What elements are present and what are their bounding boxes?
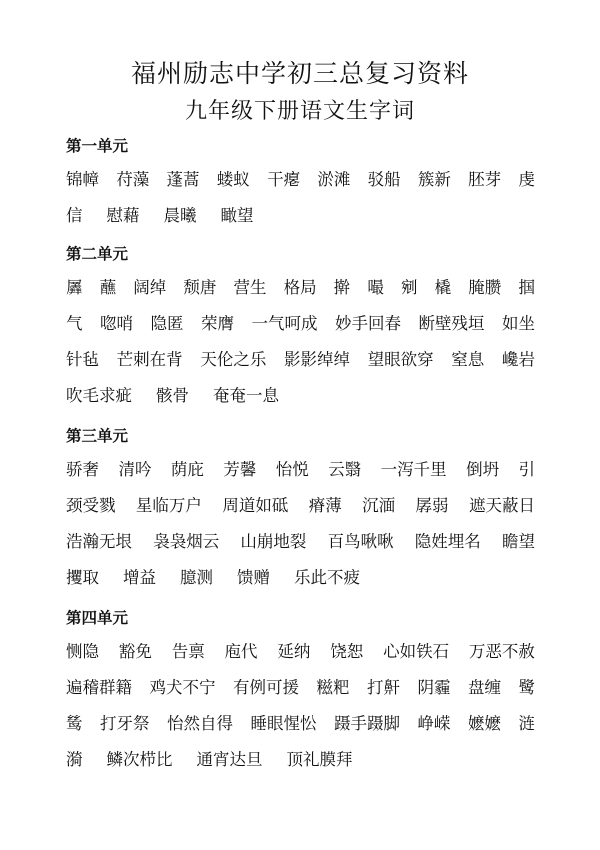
word: 漪 bbox=[66, 750, 83, 769]
word: 蘸 bbox=[99, 278, 117, 297]
word: 骄奢 bbox=[66, 460, 99, 479]
word: 虔 bbox=[518, 170, 535, 189]
word: 周道如砥 bbox=[222, 496, 289, 515]
word: 蓬蒿 bbox=[166, 170, 200, 189]
word: 怡然自得 bbox=[167, 714, 233, 733]
word: 孱弱 bbox=[415, 496, 449, 515]
word: 峥嵘 bbox=[417, 714, 451, 733]
word: 引 bbox=[518, 460, 535, 479]
word: 袅袅烟云 bbox=[153, 532, 220, 551]
word: 剜 bbox=[401, 278, 418, 297]
page-subtitle: 九年级下册语文生字词 bbox=[184, 99, 415, 124]
word: 攫取 bbox=[66, 568, 99, 587]
word: 阔绰 bbox=[133, 278, 167, 297]
word: 鸡犬不宁 bbox=[149, 678, 216, 697]
word: 营生 bbox=[233, 278, 267, 297]
word: 盘缠 bbox=[468, 678, 501, 697]
word-line bbox=[66, 278, 535, 314]
word: 浩瀚无垠 bbox=[66, 532, 132, 551]
word: 颈受戮 bbox=[66, 496, 116, 515]
word: 睡眼惺忪 bbox=[250, 714, 317, 733]
word: 掴 bbox=[518, 278, 535, 297]
word: 断壁残垣 bbox=[418, 314, 485, 333]
word: 臆测 bbox=[180, 568, 213, 587]
word: 阴霾 bbox=[417, 678, 451, 697]
word: 乐此不疲 bbox=[294, 568, 360, 587]
word-line bbox=[66, 568, 535, 604]
word: 驳船 bbox=[367, 170, 401, 189]
word: 糍粑 bbox=[316, 678, 350, 697]
word: 如坐 bbox=[502, 314, 535, 333]
word: 增益 bbox=[123, 568, 156, 587]
word: 腌臜 bbox=[468, 278, 502, 297]
word: 涟 bbox=[518, 714, 535, 733]
word: 橇 bbox=[434, 278, 452, 297]
unit-section-1 bbox=[66, 134, 546, 242]
word: 瞰望 bbox=[220, 206, 254, 225]
page-title: 福州励志中学初三总复习资料 bbox=[130, 59, 469, 88]
word: 延纳 bbox=[277, 642, 311, 661]
word: 晨曦 bbox=[163, 206, 197, 225]
word: 打鼾 bbox=[367, 678, 400, 697]
word-line bbox=[66, 350, 535, 386]
word: 望眼欲穿 bbox=[367, 350, 434, 369]
word: 瞻望 bbox=[501, 532, 535, 551]
word: 锦幛 bbox=[66, 170, 99, 189]
word: 有例可援 bbox=[233, 678, 299, 697]
word: 馈赠 bbox=[237, 568, 270, 587]
word-line bbox=[66, 314, 535, 350]
word: 瘠薄 bbox=[308, 496, 342, 515]
word: 慰藉 bbox=[106, 206, 140, 225]
word: 荫庇 bbox=[170, 460, 204, 479]
unit-section-2 bbox=[66, 242, 546, 422]
word: 遮天蔽日 bbox=[468, 496, 535, 515]
word-line bbox=[66, 496, 535, 532]
word: 庖代 bbox=[224, 642, 258, 661]
word: 遍稽群籍 bbox=[66, 678, 132, 697]
word: 倒坍 bbox=[466, 460, 500, 479]
word: 颓唐 bbox=[183, 278, 217, 297]
word-line bbox=[66, 642, 535, 678]
unit-heading: 第二单元 bbox=[66, 245, 129, 263]
word: 格局 bbox=[283, 278, 317, 297]
word: 针毡 bbox=[66, 350, 99, 369]
word: 怡悦 bbox=[275, 460, 309, 479]
word: 苻藻 bbox=[116, 170, 150, 189]
word: 告禀 bbox=[171, 642, 205, 661]
word: 饶恕 bbox=[330, 642, 364, 661]
word: 打牙祭 bbox=[100, 714, 150, 733]
word: 豁免 bbox=[118, 642, 152, 661]
word: 擀 bbox=[333, 278, 351, 297]
word: 嬷嬷 bbox=[468, 714, 501, 733]
unit-heading: 第一单元 bbox=[66, 137, 129, 155]
word: 干瘪 bbox=[267, 170, 301, 189]
word-line bbox=[66, 714, 535, 750]
word: 通宵达旦 bbox=[196, 750, 263, 769]
word: 影影绰绰 bbox=[283, 350, 350, 369]
word: 胚芽 bbox=[468, 170, 502, 189]
word: 隐匿 bbox=[150, 314, 184, 333]
word: 蹑手蹑脚 bbox=[334, 714, 400, 733]
word: 嘬 bbox=[367, 278, 384, 297]
word: 妙手回春 bbox=[335, 314, 401, 333]
word: 蝼蚁 bbox=[216, 170, 250, 189]
word: 芳馨 bbox=[223, 460, 257, 479]
word-line bbox=[66, 532, 535, 568]
word-line bbox=[66, 206, 535, 242]
word: 骸骨 bbox=[156, 386, 189, 405]
word: 芒刺在背 bbox=[116, 350, 183, 369]
word: 恻隐 bbox=[66, 642, 99, 661]
word: 天伦之乐 bbox=[200, 350, 267, 369]
word: 信 bbox=[66, 206, 83, 225]
word: 淤滩 bbox=[317, 170, 351, 189]
word-line bbox=[66, 386, 535, 422]
word: 窒息 bbox=[451, 350, 485, 369]
word: 云翳 bbox=[328, 460, 362, 479]
word: 沉湎 bbox=[362, 496, 396, 515]
word: 荣膺 bbox=[201, 314, 234, 333]
word: 山崩地裂 bbox=[240, 532, 307, 551]
word: 巉岩 bbox=[501, 350, 535, 369]
word-line bbox=[66, 170, 535, 206]
word: 百鸟啾啾 bbox=[327, 532, 394, 551]
word: 吹毛求疵 bbox=[66, 386, 132, 405]
word: 鸶 bbox=[66, 714, 83, 733]
word: 鹭 bbox=[518, 678, 535, 697]
word-line bbox=[66, 460, 535, 496]
word: 一气呵成 bbox=[251, 314, 318, 333]
word: 万恶不赦 bbox=[468, 642, 535, 661]
word: 羼 bbox=[66, 278, 83, 297]
word-line bbox=[66, 750, 535, 786]
word: 清吟 bbox=[118, 460, 152, 479]
unit-section-3 bbox=[66, 424, 546, 604]
unit-heading: 第四单元 bbox=[66, 609, 129, 627]
word: 隐姓埋名 bbox=[414, 532, 481, 551]
word: 顶礼膜拜 bbox=[286, 750, 353, 769]
word: 奄奄一息 bbox=[213, 386, 279, 405]
word: 星临万户 bbox=[135, 496, 202, 515]
unit-section-4 bbox=[66, 606, 546, 786]
word-line bbox=[66, 678, 535, 714]
unit-heading: 第三单元 bbox=[66, 427, 129, 445]
word: 簇新 bbox=[417, 170, 451, 189]
word: 心如铁石 bbox=[383, 642, 450, 661]
word: 气 bbox=[66, 314, 83, 333]
word: 鳞次栉比 bbox=[106, 750, 173, 769]
word: 一泻千里 bbox=[380, 460, 447, 479]
word: 唿哨 bbox=[100, 314, 133, 333]
